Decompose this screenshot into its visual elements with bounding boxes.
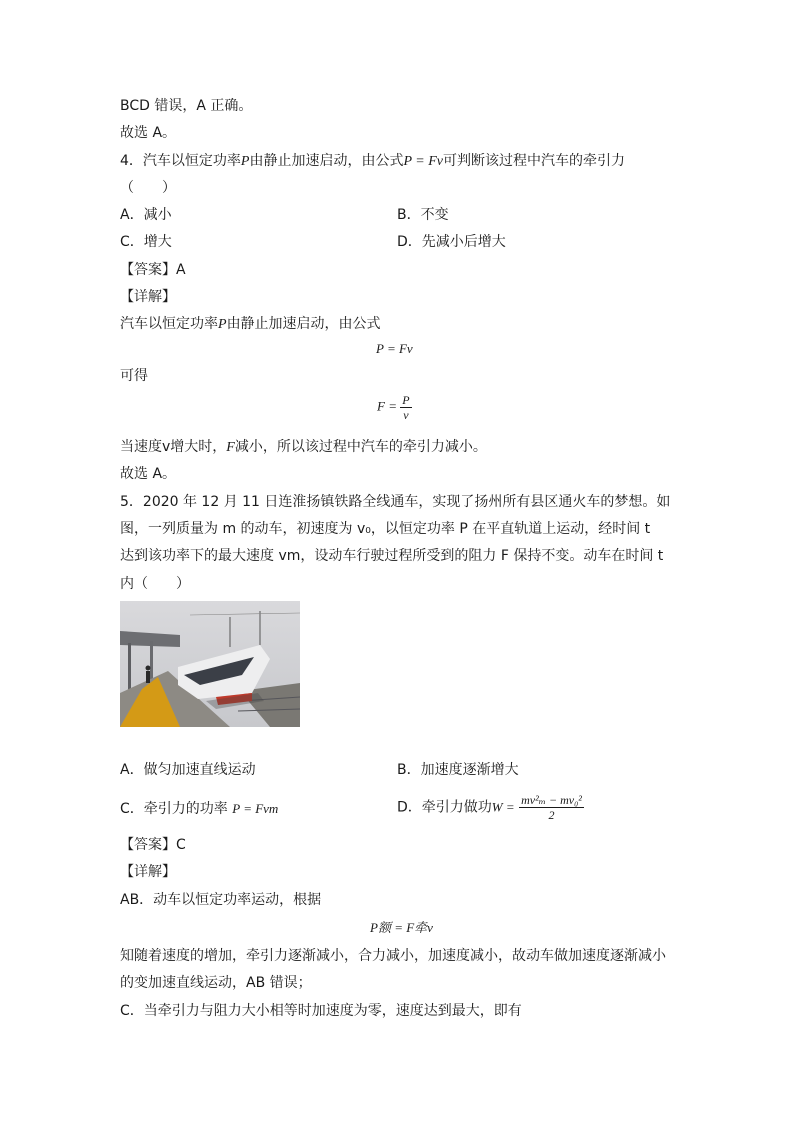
option-c <box>120 800 278 818</box>
explanation-line: 的变加速直线运动，AB 错误； <box>120 975 312 991</box>
question-4-paren: （ ） <box>120 180 176 196</box>
option-b: B．加速度逐渐增大 <box>397 762 519 778</box>
formula: P = Fvm <box>232 801 279 816</box>
equation-f-p-v <box>377 393 412 422</box>
text-line: 故选 A。 <box>120 466 177 482</box>
text: 当速度v增大时， <box>120 439 227 455</box>
numerator: mv²ₘ − mv₀² <box>521 793 582 807</box>
text: 汽车以恒定功率 <box>120 316 218 332</box>
question-5-stem: 达到该功率下的最大速度 vm，设动车行驶过程所受到的阻力 F 保持不变。动车在时间 t <box>120 548 664 564</box>
fraction <box>400 393 411 422</box>
option-b: B．不变 <box>397 207 449 223</box>
option-a: A．做匀加速直线运动 <box>120 762 256 778</box>
text: 可判断该过程中汽车的牵引力 <box>443 153 625 169</box>
var-f: F <box>226 440 235 455</box>
answer-label: 【答案】C <box>120 837 186 853</box>
option-d: D．先减小后增大 <box>397 234 506 250</box>
numerator: P <box>402 393 410 407</box>
var-p: P <box>240 154 250 169</box>
explanation-line: 知随着速度的增加，牵引力逐渐减小，合力减小，加速度减小，故动车做加速度逐渐减小 <box>120 948 666 964</box>
denominator: v <box>403 408 409 422</box>
question-5-stem: 5．2020 年 12 月 11 日连淮扬镇铁路全线通车，实现了扬州所有县区通火车的梦想。如 <box>120 494 671 510</box>
text: 由静止加速启动，由公式 <box>226 316 381 332</box>
equation-power: P额 = F牵v <box>370 920 433 935</box>
text-line: 故选 A。 <box>120 125 177 141</box>
text: 由静止加速启动，由公式 <box>249 153 404 169</box>
answer-label: 【答案】A <box>120 262 186 278</box>
text: 减小，所以该过程中汽车的牵引力减小。 <box>234 439 487 455</box>
option-d <box>397 793 584 822</box>
explanation-line <box>120 315 381 334</box>
text-line: 可得 <box>120 368 148 384</box>
eq-lhs: W = <box>491 799 515 815</box>
var-p: P <box>218 317 227 332</box>
equation-p-fv: P = Fv <box>376 341 413 356</box>
text: 4．汽车以恒定功率 <box>120 153 241 169</box>
fraction <box>519 793 584 822</box>
explanation-line <box>120 438 487 457</box>
eq-lhs: F = <box>377 398 397 414</box>
explanation-line: AB．动车以恒定功率运动，根据 <box>120 892 322 908</box>
explanation-line: C．当牵引力与阻力大小相等时加速度为零，速度达到最大，即有 <box>120 1003 522 1019</box>
formula: P = Fv <box>403 154 443 169</box>
question-5-stem: 内（ ） <box>120 576 190 592</box>
option-a: A．减小 <box>120 207 172 223</box>
detail-label: 【详解】 <box>120 864 176 880</box>
text: D．牵引力做功 <box>397 799 492 816</box>
train-photo <box>120 601 300 727</box>
text-line: BCD 错误，A 正确。 <box>120 98 253 114</box>
denominator: 2 <box>548 808 555 822</box>
detail-label: 【详解】 <box>120 289 176 305</box>
option-c: C．增大 <box>120 234 172 250</box>
question-5-stem: 图，一列质量为 m 的动车，初速度为 v₀，以恒定功率 P 在平直轨道上运动，经时间 t <box>120 521 651 537</box>
text: C．牵引力的功率 <box>120 801 228 817</box>
question-4-stem <box>120 152 625 171</box>
